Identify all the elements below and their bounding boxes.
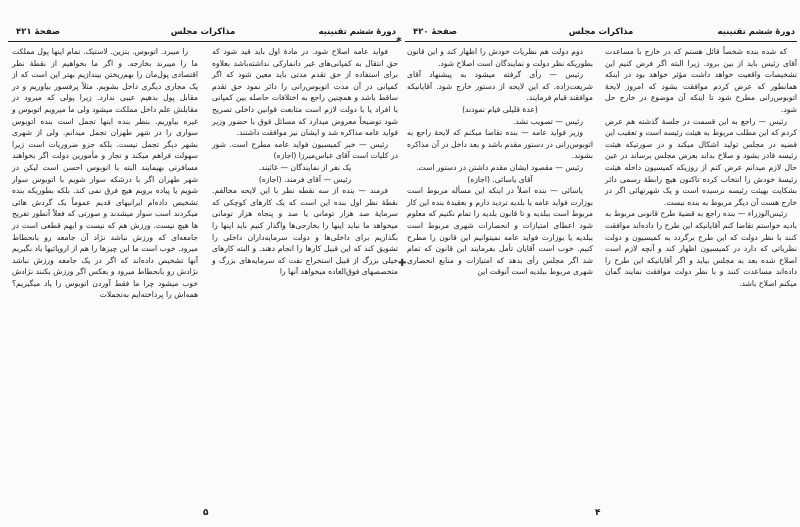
paragraph: که شده بنده شخصاً قائل هستم که در خارج با مساعدت آقای رئیس باید از بین برود. زیرا البته اگر فرض کنیم این تشخیصات واقعیت خواهد داشت مؤثر خواهد بود در اینکه همانطور که عرض کردم موافقت بشود که امروز لایحهٔ اتوبوس‌رانی مطرح شود تا اینکه آن موضوع در خارج حل شود. [605,47,797,114]
publication-title: مذاکرات مجلس [568,27,634,37]
binding-mark-icon: ✚ [398,258,407,269]
publication-title: مذاکرات مجلس [170,27,236,37]
text-column-right [605,46,797,289]
paragraph: آقای یاسائی. (اجازه) [467,174,533,184]
paragraph: یک نفر از نمایندگان — غائبند. [258,162,352,172]
text-column-right [212,46,398,278]
paragraph: دوم دولت هم نظریات خودش را اظهار کند و این قانون بطوریکه نظر دولت و نمایندگان است اصلاح شود. [407,47,593,68]
paragraph: رئیس — آقای فرمند. (اجازه) [258,174,352,184]
paragraph: فواید عامه اصلاح شود. در مادهٔ اول باید قید شود که حق انتقال به کمپانی‌های غیر دانمارکی نداشته‌باشد بعلاوه برای استفاده از حق تقدم مدتی باید معین شود که اگر کمپانی در آن مدت اتوبوس‌رانی را دائر نمود حق تقدم ساقط باشد و همچنین راجع به اختلافات حاصله بین کمپانی با افراد یا با دولت لازم است متابعت قوانین داخلی تصریح شود توضیحاً معروض میدارد که مسائل فوق با حضور وزیر فواید عامه مذاکره شد و ایشان نیز موافقت داشتند. [212,47,398,138]
paragraph: را میبرد. اتوبوس. بنزین. لاستیک. تمام اینها پول مملکت ما را میبرند بخارجه. و اگر ما بخواهیم از نقطهٔ نظر اقتصادی پول‌مان را بهم‌ریختن بیندازیم بهتر این است که از یک مجاری دیگری داخل بشویم. مثلاً پرفسور بیاوریم و در مقابل پول بدهیم عیبی ندارد. زیرا پولی که میرود در مقابلش علم داخل مملکت میشود ولی ما میرویم اتوبوس و غیره بیاوریم. بنظر بنده اینها تجمل است بنده اتوبوس سواری را در شهر طهران تجمل میدانم. ولی از شهری بشهر دیگر تجمل نیست. بلکه جزو ضروریات است زیرا سهولت فراهم میکند و تجار و مأمورین دولت اگر بخواهند مسافرتی بهیمایند البته با اتوبوس احسن است لیکن در شهر طهران اگر با درشکه سوار شویم با اتوبوس سوار شویم یا پیاده برویم هیچ فرق نمی کند. بلکه بطوریکه بنده تشخیص داده‌ام ایرانیهای قدیم عموماً یک گردش هائی میکردند اسب سوار میشدند و صورتی که فعلاً آنطور تفریح ها هیچ نیست. ورزش هم که نیست و ابهم قطعی است در جامعه‌ای که ورزش نباشد نژاد آن جامعه رو بانحطاط میرود. خوب است ما این چیزها را هم از اروپائیها یاد بگیریم آنها تشخیص داده‌اند که اگر در یک جامعه ورزش نباشد نژادش رو بانحطاط میرود و بعکس اگر ورزش بکنند نژادش خوب میشود چرا ما فقط آوردن اتوبوس را یاد میگیریم؟ همه‌اش را پرداخته‌ایم به‌تجملات [12,47,198,300]
paragraph: فرمند — بنده از سه نقطه نظر با این لایحه مخالفم. نقطهٔ نظر اول بنده این است که یک کارهای کوچکی که سرمایهٔ صد هزار تومانی یا صد و پنجاه هزار تومانی میخواهد ما نباید اینها را بخارجی‌ها واگذار کنیم باید اینها را بگذاریم برای داخلی‌ها و دولت سرمایه‌داران داخلی را تشویق کند که این قبیل کارها را انجام دهند. و البته کارهای خیلی بزرگ از قبیل استخراج نفت که سرمایه‌های بزرگ و متخصصهای فوق‌العاده میخواهد آنها را [212,186,398,277]
paragraph: رئیس — مقصود ایشان مقدم داشتن در دستور است. [416,162,583,172]
margin-mark-icon: ✱ [396,36,402,44]
page-420 [405,0,797,527]
session-title: دورهٔ ششم تقنینیه [717,27,795,37]
session-title: دورهٔ ششم تقنینیه [318,27,396,37]
paragraph: رئیس — راجع به این قسمت در جلسهٔ گذشته هم عرض کردم که این مطلب مربوط به هیئت رئیسه است و تعقیب این قضیه در مجلس تولید اشکال میکند و در صورتیکه هیئت رئیسه قادر بشود و صلاح بداند بعرض مجلس برساند در عین حال لازم میدانم عرض کنم از روزیکه کمیسیون داخله هیئت رئیسهٔ خودش را انتخاب کرده تاکنون هیچ رابطهٔ رسمی دائر بشکایت بهیئت رئیسه نرسیده است و یک شهرتهائی اگر در خارج هست آن دیگر مربوط به بنده نیست. [605,116,797,207]
page-footer-number: ۵ [203,508,209,518]
paragraph: یاسائی — بنده اصلاً در اینکه این مسأله مربوط است بوزارت فواید عامه یا بلدیه تردید دارم و بعقیدهٔ بنده این کار مربوط است ببلدیه و تا قانون بلدیه را تمام نکنیم که معلوم شود اعطای امتیازات و انحصارات شهری مربوط است ببلدیه یا بوزارت فواید عامه نمیتوانیم این قانون را مطرح کنیم. خوب است آقایان تأمل بفرمایند این قانون که تمام شد اگر مجلس رأی بدهد که امتیازات و منابع انحصاری شهری مربوط ببلدیه است آنوقت این [407,186,593,277]
paragraph: رئیس — خبر کمیسیون فواید عامه مطرح است. شور در کلیات است آقای عباس‌میرزا (اجازه) [212,139,398,161]
paragraph: رئیس — رأی گرفته میشود به پیشنهاد آقای شریعت‌زاده. که این لایحه از دستور خارج شود. آقایانیکه موافقند قیام فرمایند. [407,70,593,103]
text-column-left [12,46,198,301]
paragraph: رئیس‌الوزراء — بنده راجع به قضیهٔ طرح قانونی مربوط به بادیه خواستم تقاضا کنم آقایانیکه این طرح را داده‌اند موافقت کنند با نظر دولت که این طرح برگردد به کمیسیون و دولت نظریاتی که دارد در کمیسیون اظهار کند و آنچه لازم است اصلاح شده بعد به مجلس بیاید و اگر آقایانیکه این طرح را داده‌اند مساعدت کنند و با نظر دولت موافقت نمایند گمان میکنم اصلاح باشد. [605,209,797,288]
page-header [8,27,398,42]
paragraph: (عدهٔ قلیلی قیام نمودند) [462,104,538,114]
paragraph: رئیس — تصویب نشد. [512,116,583,126]
page-number-label: صفحهٔ ۴۲۱ [16,27,61,37]
page-421 [8,0,398,527]
text-column-left [407,46,593,278]
page-number-label: صفحهٔ ۴۲۰ [413,27,458,37]
page-footer-number: ۴ [595,508,601,518]
page-header [405,27,797,42]
paragraph: وزیر فواید عامه — بنده تقاضا میکنم که لایحهٔ راجع به اتوبوس‌رانی در دستور مقدم باشد و بعد داخل در آن مذاکره بشوند. [407,128,593,161]
